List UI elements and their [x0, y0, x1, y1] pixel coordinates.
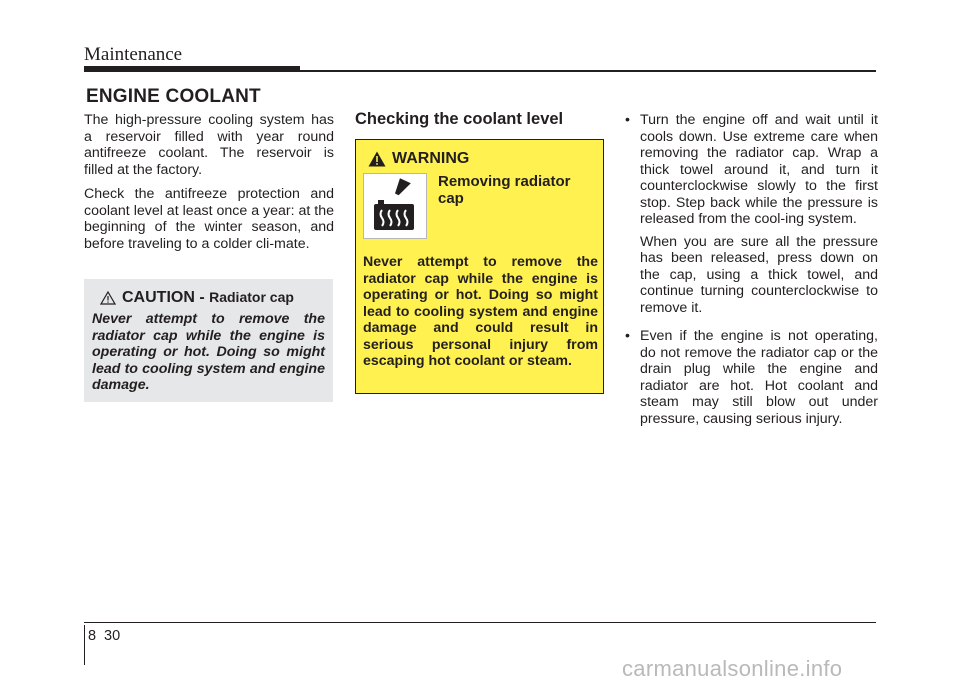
- chapter-number: 8: [88, 628, 97, 644]
- warning-title: Removing radiator cap: [438, 173, 571, 207]
- caution-label-text: CAUTION -: [122, 289, 210, 306]
- checking-subhead: Checking the coolant level: [355, 110, 564, 128]
- section-title: ENGINE COOLANT: [86, 86, 261, 107]
- header-rule-thick: [84, 66, 300, 72]
- list-item: [625, 112, 878, 322]
- caution-label: [122, 289, 294, 307]
- intro-paragraph-1: The high-pressure cooling system has a reservoir filled with year round antifreeze coolant. The reservoir is filled at the factory.: [84, 112, 334, 178]
- page-header-title: Maintenance: [84, 44, 183, 65]
- hot-radiator-symbol-icon: [364, 174, 426, 238]
- bullet-dot-icon: •: [625, 112, 630, 128]
- hot-radiator-icon: [363, 173, 427, 239]
- warning-text: Never attempt to remove the radiator cap while the engine is operating or hot. Doing so might lead to cooling system and engine damage and could result in serious personal injury from escaping hot coolant or steam.: [363, 254, 598, 369]
- footer-rule: [84, 622, 876, 623]
- footer-divider: [84, 625, 85, 665]
- header-rule-thin: [300, 70, 876, 72]
- intro-paragraph-2: Check the antifreeze protection and coolant level at least once a year: at the beginning of the winter season, and before traveling to a colder cli-mate.: [84, 186, 335, 252]
- caution-subtitle: Radiator cap: [209, 289, 294, 305]
- warning-triangle-icon: [368, 151, 386, 167]
- watermark: carmanualsonline.info: [622, 656, 843, 681]
- bullet-text: Turn the engine off and wait until it cools down. Use extreme care when removing the radiator cap. Wrap a thick towel around it, and turn it counterclockwise slowly to the first stop. Step back while the pressure is released from the cool-ing system.: [640, 112, 878, 227]
- procedure-column: [625, 112, 878, 439]
- bullet-text: Even if the engine is not operating, do not remove the radiator cap or the drain plug while the engine and radiator are hot. Hot coolant and steam may still blow out under pressure, causing serious injury.: [640, 328, 878, 427]
- caution-triangle-icon: [100, 291, 116, 305]
- list-item: [625, 328, 878, 433]
- bullet-text-continued: When you are sure all the pressure has been released, press down on the cap, using a thick towel, and continue turning counterclockwise to remove it.: [640, 233, 878, 316]
- intro-column: [84, 112, 334, 260]
- bullet-dot-icon: •: [625, 328, 630, 344]
- warning-heading: [368, 150, 469, 168]
- warning-label: WARNING: [392, 150, 470, 167]
- caution-text: Never attempt to remove the radiator cap while the engine is operating or hot. Doing so might lead to cooling system and engine damage.: [92, 311, 325, 393]
- page-number: 30: [104, 628, 121, 644]
- caution-heading: [100, 289, 294, 307]
